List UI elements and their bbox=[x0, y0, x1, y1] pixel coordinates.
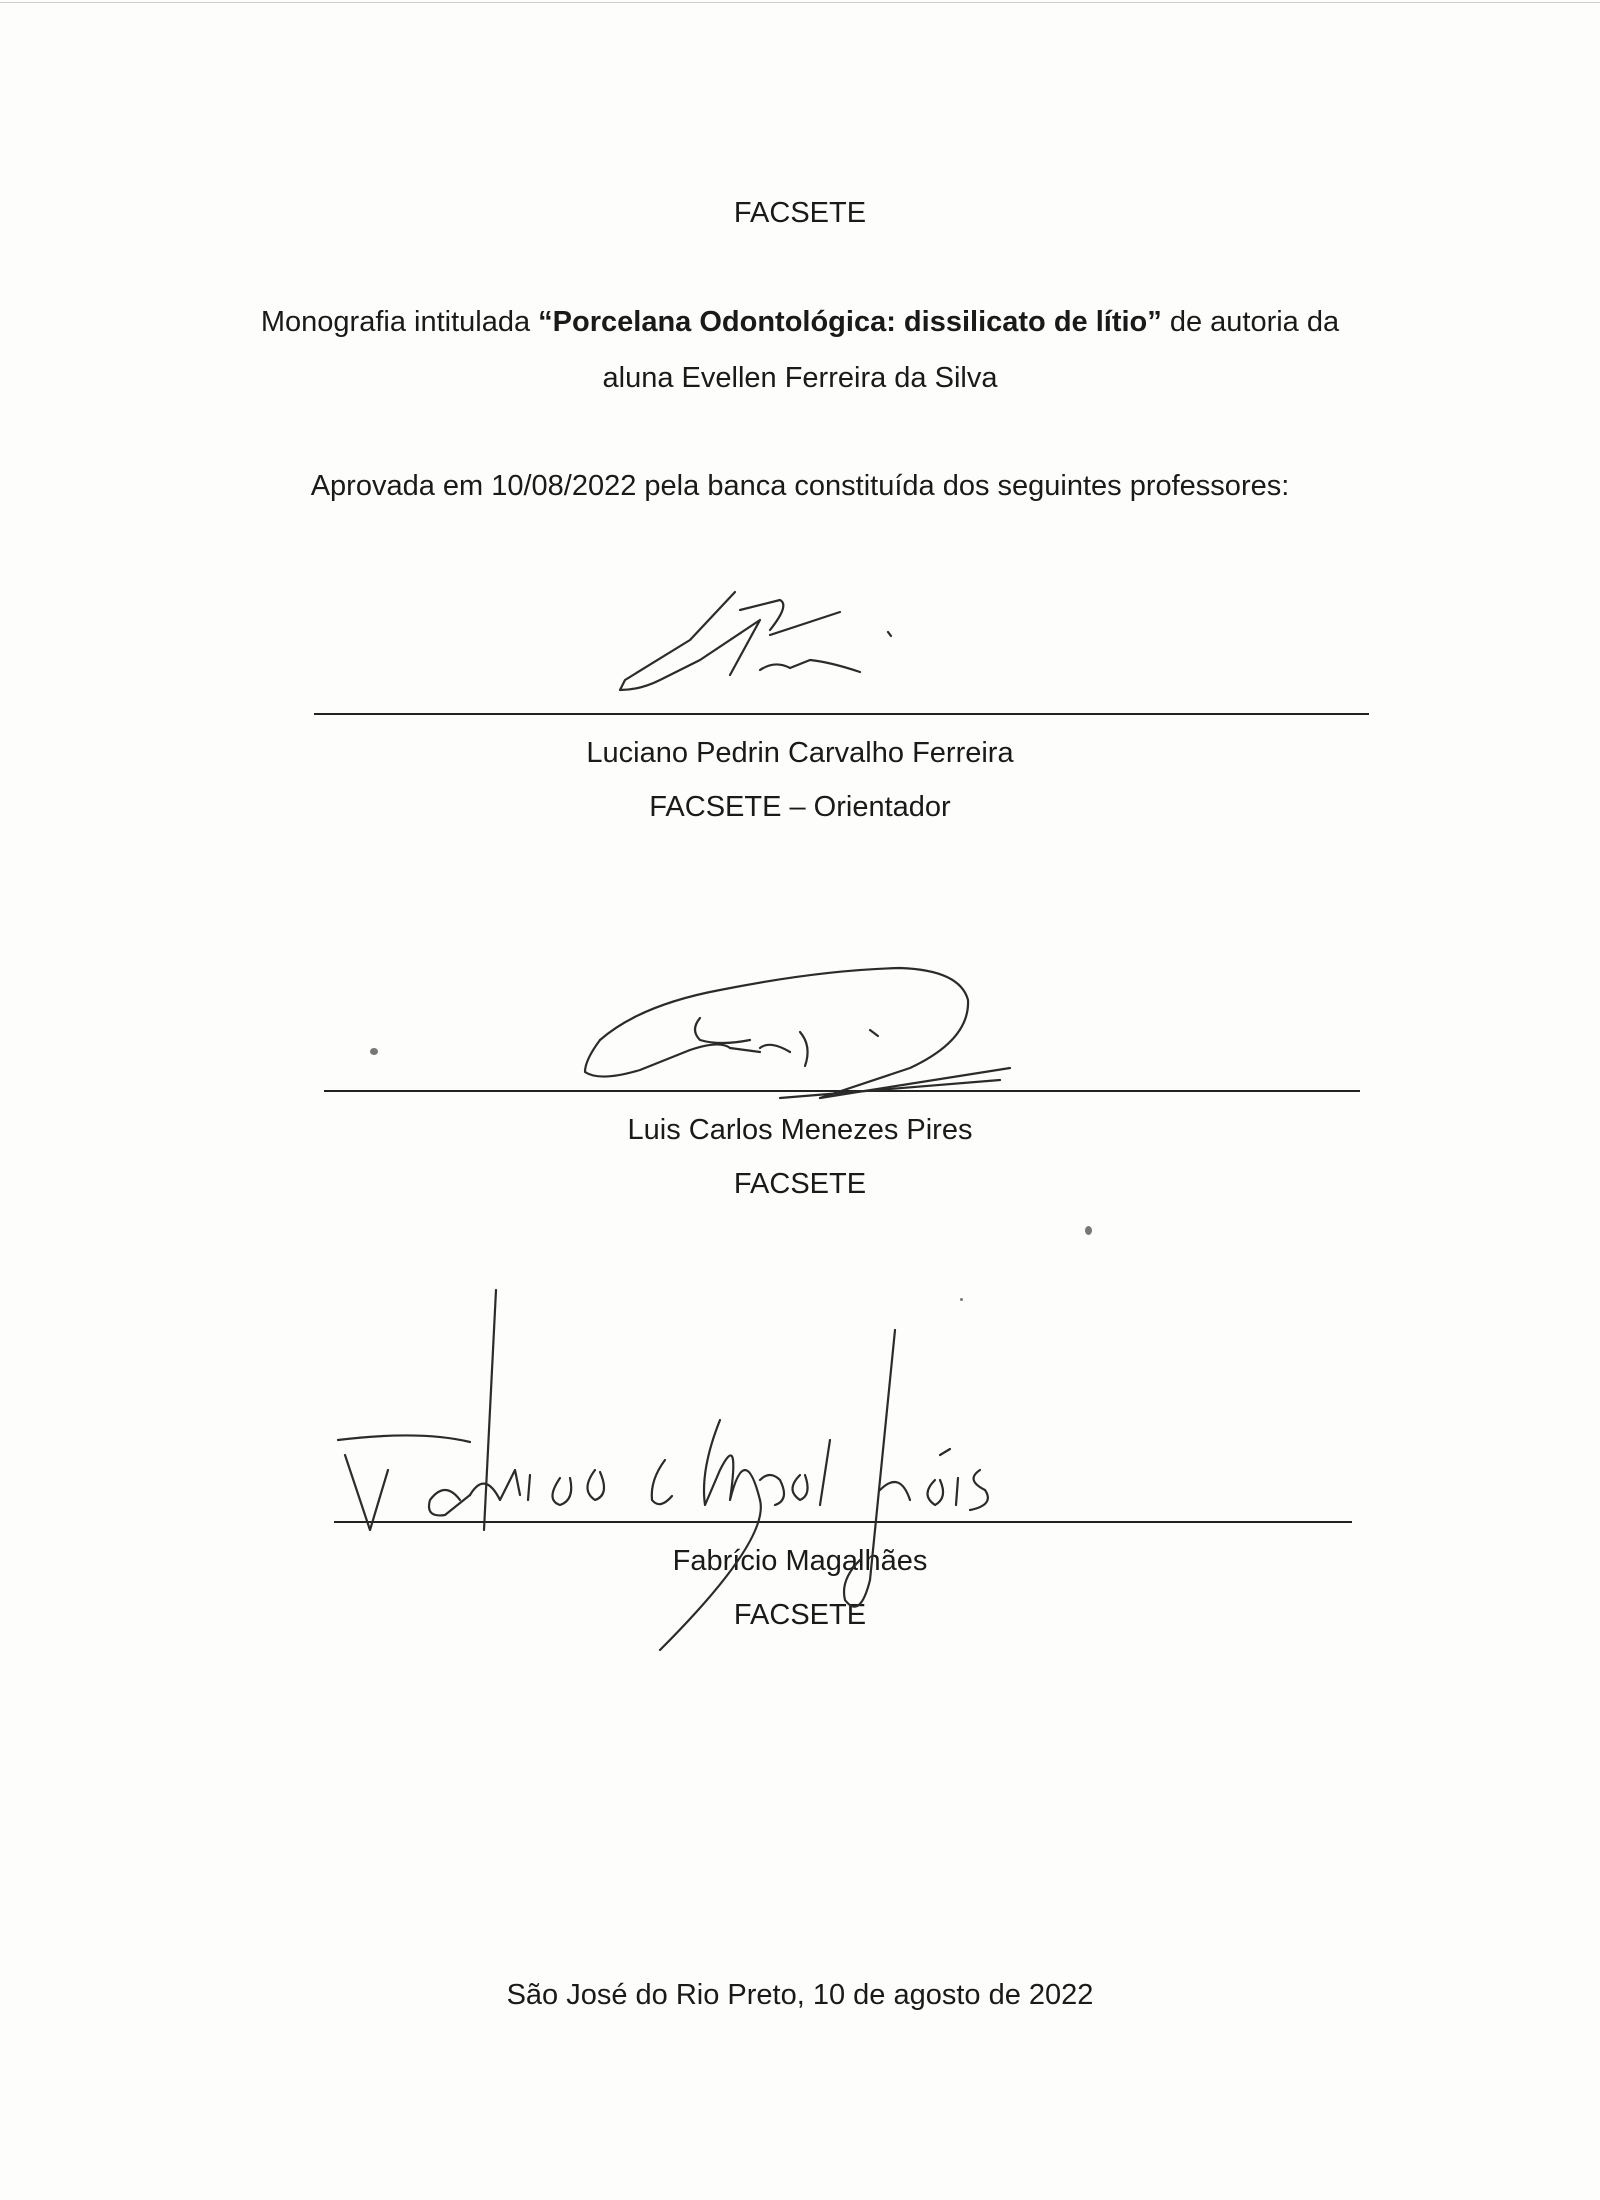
monograph-title: “Porcelana Odontológica: dissilicato de lítio” bbox=[538, 306, 1162, 338]
signatory-2-affiliation: FACSETE bbox=[733, 1168, 867, 1200]
signature-1-image bbox=[620, 592, 891, 690]
signature-line-2 bbox=[324, 1090, 1360, 1092]
signatory-2-name: Luis Carlos Menezes Pires bbox=[627, 1114, 973, 1146]
signature-2-image bbox=[585, 968, 1010, 1098]
scan-speck bbox=[370, 1048, 378, 1055]
approval-statement: Aprovada em 10/08/2022 pela banca constituída dos seguintes professores: bbox=[310, 470, 1290, 502]
place-and-date: São José do Rio Preto, 10 de agosto de 2022 bbox=[506, 1979, 1094, 2011]
institution-heading: FACSETE bbox=[733, 197, 867, 229]
signatory-1-affiliation: FACSETE – Orientador bbox=[649, 791, 951, 823]
signature-line-3 bbox=[334, 1521, 1352, 1523]
signatory-1-name: Luciano Pedrin Carvalho Ferreira bbox=[586, 737, 1014, 769]
monograph-statement bbox=[0, 304, 1600, 340]
signature-line-1 bbox=[314, 713, 1369, 715]
signatory-3-affiliation: FACSETE bbox=[733, 1599, 867, 1631]
monograph-suffix: de autoria da bbox=[1161, 306, 1340, 338]
monograph-author-line: aluna Evellen Ferreira da Silva bbox=[602, 362, 998, 394]
signatory-3-name: Fabrício Magalhães bbox=[672, 1545, 928, 1577]
scan-edge-line bbox=[0, 2, 1600, 3]
monograph-prefix: Monografia intitulada bbox=[260, 306, 539, 338]
scan-speck bbox=[960, 1298, 963, 1301]
signature-3-image bbox=[338, 1290, 988, 1650]
scan-speck bbox=[1085, 1226, 1092, 1235]
